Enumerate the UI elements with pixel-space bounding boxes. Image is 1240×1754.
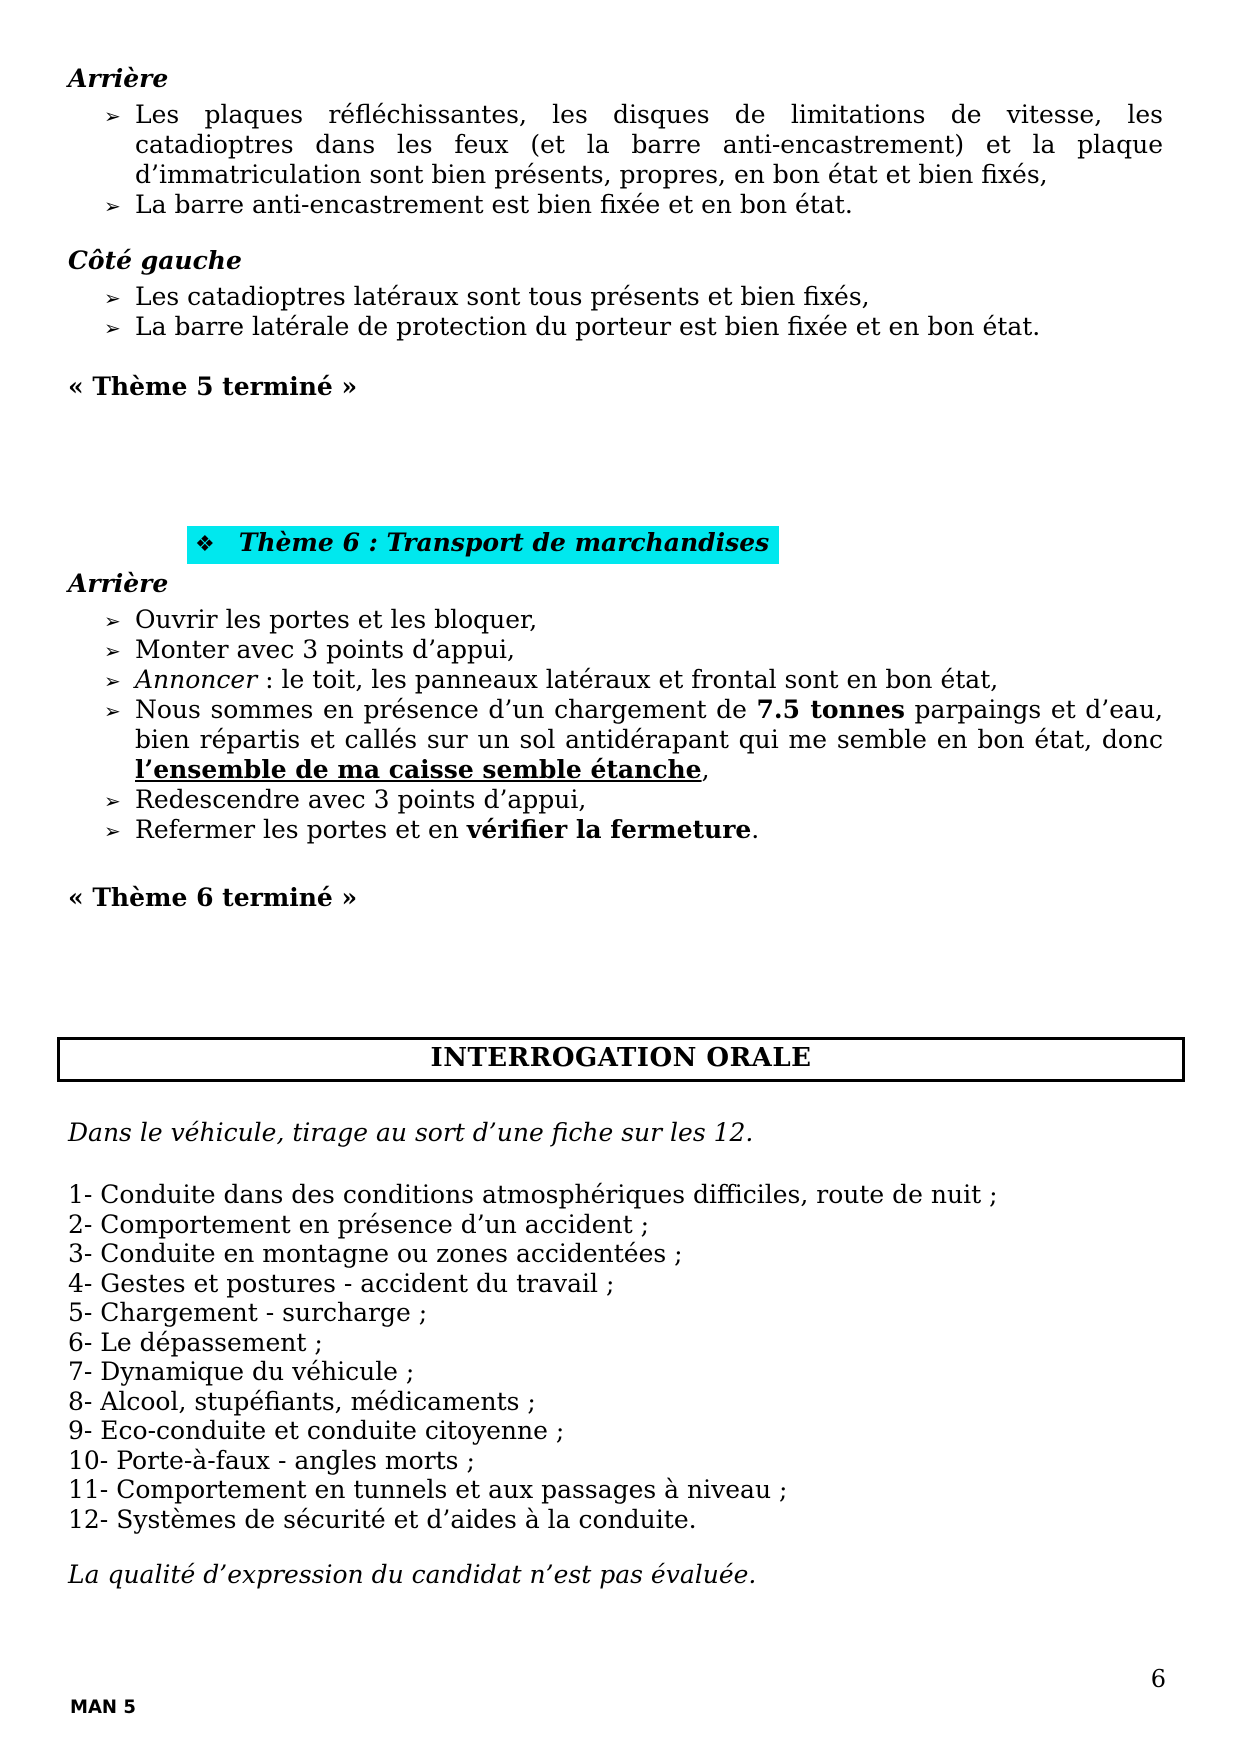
checklist-item-text: parpaings et d’eau, bien répartis et callés sur un sol antidérapant qui me semble en bon état, donc	[135, 695, 1163, 754]
arrow-bullet-icon: ➢	[104, 286, 121, 310]
oral-topic-item: 10- Porte-à-faux - angles morts ;	[68, 1445, 475, 1475]
arrow-bullet-icon: ➢	[104, 699, 121, 723]
section-heading-rear-theme6: Arrière	[68, 569, 169, 598]
theme6-highlighted-heading	[187, 526, 779, 564]
document-code: MAN 5	[70, 1696, 136, 1718]
theme5-done-label: « Thème 5 terminé »	[68, 372, 358, 401]
oral-topic-item: 3- Conduite en montagne ou zones accidentées ;	[68, 1239, 683, 1268]
checklist-item	[68, 785, 1163, 815]
oral-topic-item: 4- Gestes et postures - accident du travail ;	[68, 1268, 615, 1298]
arrow-bullet-icon: ➢	[104, 639, 121, 663]
checklist-item-text-bold: 7.5 tonnes	[756, 695, 905, 724]
arrow-bullet-icon: ➢	[104, 789, 121, 813]
checklist-item-text: La barre anti-encastrement est bien fixée et en bon état.	[135, 190, 853, 219]
page-number: 6	[1150, 1665, 1166, 1693]
oral-topic-item: 5- Chargement - surcharge ;	[68, 1298, 428, 1327]
checklist-item-text: .	[751, 815, 760, 844]
diamond-bullet-icon: ❖	[195, 532, 215, 557]
theme6-done-label: « Thème 6 terminé »	[68, 883, 358, 912]
oral-topic-item: 8- Alcool, stupéfiants, médicaments ;	[68, 1386, 536, 1416]
checklist-item-text-bold: vérifier la fermeture	[466, 815, 752, 844]
checklist-item-text: Nous sommes en présence d’un chargement de	[135, 695, 757, 724]
checklist-item-text: Refermer les portes et en	[135, 815, 467, 844]
arrow-bullet-icon: ➢	[104, 104, 121, 128]
oral-topics-list	[68, 1180, 1163, 1534]
arrow-bullet-icon: ➢	[104, 194, 121, 218]
section-heading-left-side: Côté gauche	[68, 246, 242, 275]
oral-box-title: INTERROGATION ORALE	[430, 1043, 812, 1073]
checklist-item	[68, 282, 1163, 312]
checklist-item	[68, 665, 1163, 695]
checklist-item	[68, 635, 1163, 665]
rear-checklist	[68, 100, 1163, 220]
oral-topic-item: 12- Systèmes de sécurité et d’aides à la conduite.	[68, 1504, 697, 1534]
checklist-item-text: Monter avec 3 points d’appui,	[135, 635, 515, 664]
arrow-bullet-icon: ➢	[104, 819, 121, 843]
oral-topic-item: 7- Dynamique du véhicule ;	[68, 1357, 415, 1386]
checklist-item	[68, 695, 1163, 785]
checklist-item	[68, 312, 1163, 342]
left-side-checklist	[68, 282, 1163, 342]
checklist-item	[68, 815, 1163, 845]
theme6-heading-row	[187, 526, 1163, 564]
section-heading-rear: Arrière	[68, 64, 169, 93]
checklist-item-text: ,	[701, 755, 710, 784]
oral-interrogation-box	[57, 1037, 1185, 1082]
arrow-bullet-icon: ➢	[104, 669, 121, 693]
checklist-item-text-bold-underline: l’ensemble de ma caisse semble étanche	[135, 755, 702, 784]
checklist-item-text: Les catadioptres latéraux sont tous présents et bien fixés,	[135, 282, 870, 311]
arrow-bullet-icon: ➢	[104, 316, 121, 340]
oral-topic-item: 11- Comportement en tunnels et aux passages à niveau ;	[68, 1475, 788, 1504]
checklist-item	[68, 190, 1163, 220]
oral-topic-item: 9- Eco-conduite et conduite citoyenne ;	[68, 1416, 565, 1445]
checklist-item-text-italic: Annoncer	[135, 665, 258, 694]
checklist-item-text: La barre latérale de protection du porteur est bien fixée et en bon état.	[135, 312, 1041, 341]
oral-intro-text: Dans le véhicule, tirage au sort d’une fiche sur les 12.	[68, 1118, 754, 1147]
oral-topic-item: 2- Comportement en présence d’un accident ;	[68, 1209, 650, 1239]
checklist-item-text: Redescendre avec 3 points d’appui,	[135, 785, 587, 814]
oral-topic-item: 1- Conduite dans des conditions atmosphériques difficiles, route de nuit ;	[68, 1180, 998, 1209]
arrow-bullet-icon: ➢	[104, 609, 121, 633]
checklist-item	[68, 605, 1163, 635]
oral-topic-item: 6- Le dépassement ;	[68, 1327, 323, 1357]
theme6-heading-text: Thème 6 : Transport de marchandises	[238, 528, 770, 557]
checklist-item-text: : le toit, les panneaux latéraux et frontal sont en bon état,	[257, 665, 999, 694]
oral-outro-text: La qualité d’expression du candidat n’est pas évaluée.	[68, 1560, 757, 1589]
checklist-item-text: Ouvrir les portes et les bloquer,	[135, 605, 538, 634]
theme6-checklist	[68, 605, 1163, 845]
checklist-item-text: Les plaques réfléchissantes, les disques de limitations de vitesse, les catadioptres dans les feux (et la barre anti-encastrement) et la plaque d’immatriculation sont bien présents, propres, en bon état et bien fixés,	[135, 100, 1163, 189]
checklist-item	[68, 100, 1163, 190]
